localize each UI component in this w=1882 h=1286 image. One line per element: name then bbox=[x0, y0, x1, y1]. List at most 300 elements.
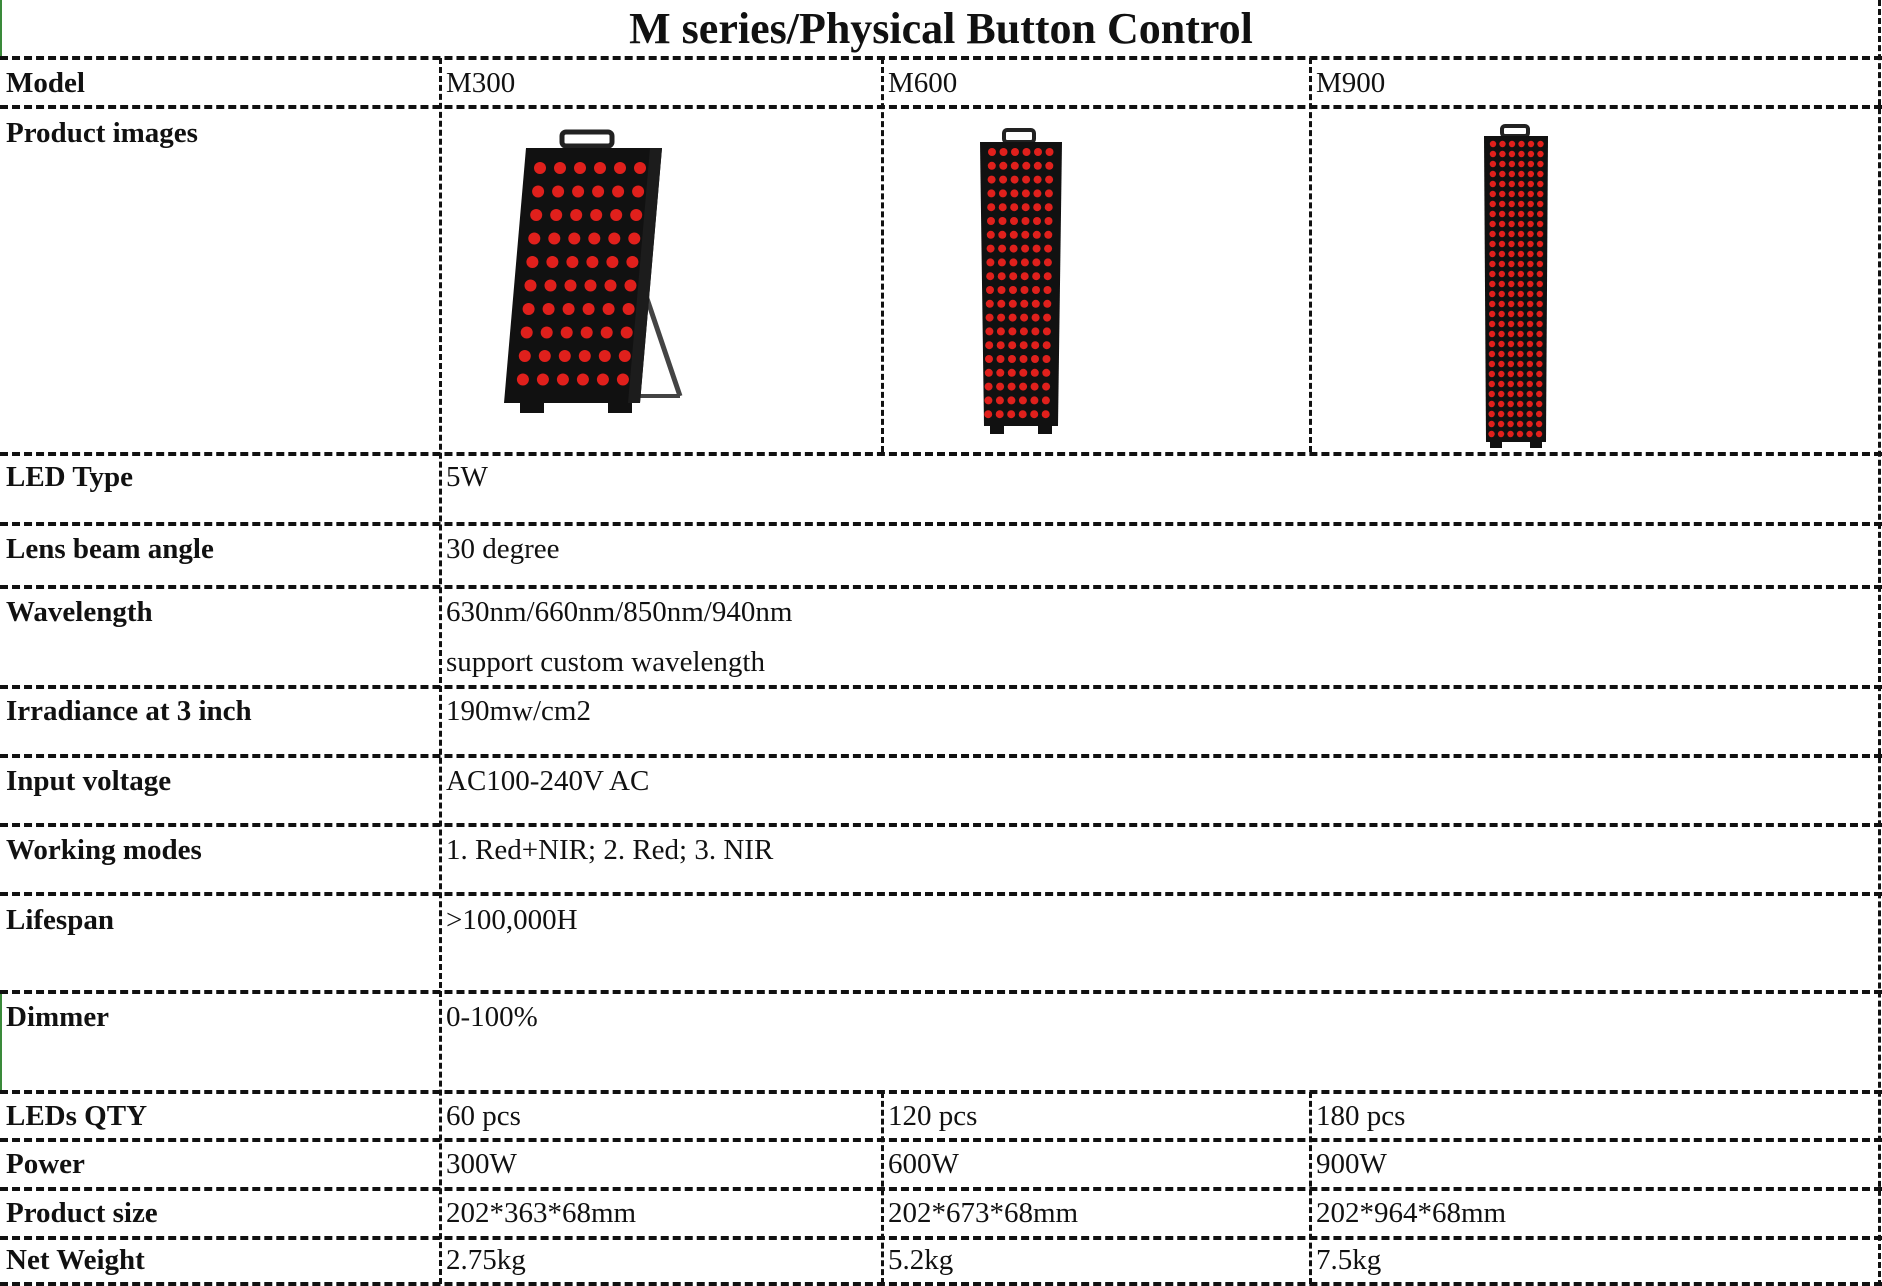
led-dot bbox=[1020, 314, 1028, 322]
led-dot bbox=[1527, 221, 1533, 227]
led-dot bbox=[986, 314, 994, 322]
row-divider bbox=[0, 522, 1882, 526]
led-dot bbox=[1007, 410, 1015, 418]
led-dot bbox=[1537, 201, 1543, 207]
led-dot bbox=[1499, 281, 1505, 287]
led-dot bbox=[626, 256, 638, 268]
led-dot bbox=[1527, 361, 1533, 367]
led-dot bbox=[526, 256, 538, 268]
led-dot bbox=[1033, 245, 1041, 253]
led-dot bbox=[1499, 291, 1505, 297]
led-dot bbox=[621, 327, 633, 339]
led-dot bbox=[1010, 189, 1018, 197]
led-dot bbox=[1008, 383, 1016, 391]
leds-qty-m900: 180 pcs bbox=[1316, 1100, 1406, 1132]
led-dot bbox=[1042, 383, 1050, 391]
led-dot bbox=[1489, 251, 1495, 257]
leds-qty-m300: 60 pcs bbox=[446, 1100, 521, 1132]
led-dot bbox=[1011, 176, 1019, 184]
led-dot bbox=[1518, 171, 1524, 177]
led-dot bbox=[996, 383, 1004, 391]
led-dot bbox=[1019, 410, 1027, 418]
led-dot bbox=[1043, 355, 1051, 363]
led-dot bbox=[1518, 231, 1524, 237]
led-dot bbox=[1007, 396, 1015, 404]
led-dot bbox=[1043, 327, 1051, 335]
led-dot bbox=[1008, 327, 1016, 335]
led-dot bbox=[1528, 171, 1534, 177]
led-dot bbox=[574, 162, 586, 174]
led-dot bbox=[1032, 314, 1040, 322]
weight-m300: 2.75kg bbox=[446, 1244, 526, 1276]
led-dot bbox=[1528, 151, 1534, 157]
led-dot bbox=[525, 280, 537, 292]
led-dot bbox=[987, 217, 995, 225]
led-dot bbox=[1043, 314, 1051, 322]
weight-m900: 7.5kg bbox=[1316, 1244, 1382, 1276]
led-dot bbox=[1043, 341, 1051, 349]
led-dot bbox=[1536, 341, 1542, 347]
led-dot bbox=[1508, 251, 1514, 257]
led-dot bbox=[1499, 141, 1505, 147]
column-divider bbox=[1309, 1092, 1312, 1284]
led-dot bbox=[1537, 171, 1543, 177]
led-dot bbox=[1498, 391, 1504, 397]
led-dot bbox=[1527, 231, 1533, 237]
led-dot bbox=[617, 374, 629, 386]
led-dot bbox=[1507, 421, 1513, 427]
led-dot bbox=[1489, 361, 1495, 367]
led-dot bbox=[1537, 221, 1543, 227]
led-dot bbox=[987, 189, 995, 197]
led-dot bbox=[988, 162, 996, 170]
led-dot bbox=[1537, 241, 1543, 247]
size-m300: 202*363*68mm bbox=[446, 1197, 637, 1229]
led-dot bbox=[1528, 201, 1534, 207]
led-dot bbox=[592, 186, 604, 198]
led-dot bbox=[1489, 291, 1495, 297]
led-dot bbox=[1508, 361, 1514, 367]
led-dot bbox=[1009, 258, 1017, 266]
left-edge-mark bbox=[0, 0, 2, 56]
row-divider bbox=[0, 823, 1882, 827]
led-dot bbox=[1527, 311, 1533, 317]
led-dot bbox=[1044, 286, 1052, 294]
led-dot bbox=[1489, 211, 1495, 217]
led-dot bbox=[1045, 189, 1053, 197]
leds-qty-m600: 120 pcs bbox=[888, 1100, 978, 1132]
led-dot bbox=[985, 341, 993, 349]
led-dot bbox=[519, 350, 531, 362]
led-dot bbox=[612, 186, 624, 198]
led-dot bbox=[1021, 286, 1029, 294]
led-dot bbox=[590, 209, 602, 221]
led-dot bbox=[583, 303, 595, 315]
label-led-type: LED Type bbox=[6, 461, 134, 493]
led-type-value: 5W bbox=[446, 461, 488, 493]
led-dot bbox=[619, 350, 631, 362]
led-dot bbox=[1043, 300, 1051, 308]
led-dot bbox=[1044, 231, 1052, 239]
led-dot bbox=[1498, 331, 1504, 337]
led-dot bbox=[1528, 191, 1534, 197]
led-dot bbox=[1508, 351, 1514, 357]
led-dot bbox=[581, 327, 593, 339]
led-dot bbox=[1009, 300, 1017, 308]
led-dot bbox=[634, 162, 646, 174]
led-dot bbox=[1537, 151, 1543, 157]
led-dot bbox=[1527, 401, 1533, 407]
led-dot bbox=[1517, 351, 1523, 357]
led-dot bbox=[1508, 221, 1514, 227]
led-dot bbox=[608, 233, 620, 245]
led-dot bbox=[999, 176, 1007, 184]
led-dot bbox=[1518, 301, 1524, 307]
led-dot bbox=[1009, 272, 1017, 280]
led-dot bbox=[1526, 421, 1532, 427]
led-dot bbox=[1517, 411, 1523, 417]
led-dot bbox=[614, 162, 626, 174]
label-working-modes: Working modes bbox=[6, 834, 202, 866]
led-dot bbox=[1508, 271, 1514, 277]
led-dot bbox=[1488, 421, 1494, 427]
led-dot bbox=[1499, 271, 1505, 277]
led-dot bbox=[1537, 301, 1543, 307]
led-dot bbox=[1508, 211, 1514, 217]
label-beam-angle: Lens beam angle bbox=[6, 533, 214, 565]
led-dot bbox=[1023, 148, 1031, 156]
led-dot bbox=[1527, 351, 1533, 357]
led-dot bbox=[554, 162, 566, 174]
led-dot bbox=[1042, 369, 1050, 377]
label-leds-qty: LEDs QTY bbox=[6, 1100, 148, 1132]
led-dot bbox=[1019, 383, 1027, 391]
led-dot bbox=[998, 258, 1006, 266]
led-dot bbox=[1022, 203, 1030, 211]
led-dot bbox=[548, 233, 560, 245]
led-dot bbox=[1508, 291, 1514, 297]
led-dot bbox=[1528, 181, 1534, 187]
led-dot bbox=[988, 148, 996, 156]
led-dot bbox=[1527, 381, 1533, 387]
led-dot bbox=[1489, 401, 1495, 407]
led-dot bbox=[534, 162, 546, 174]
led-dot bbox=[1490, 141, 1496, 147]
led-dot bbox=[999, 189, 1007, 197]
led-dot bbox=[1527, 291, 1533, 297]
row-divider bbox=[0, 1282, 1882, 1286]
led-dot bbox=[1518, 261, 1524, 267]
led-dot bbox=[543, 303, 555, 315]
led-dot bbox=[1489, 241, 1495, 247]
led-dot bbox=[539, 350, 551, 362]
led-dot bbox=[1527, 251, 1533, 257]
led-dot bbox=[987, 203, 995, 211]
led-dot bbox=[1517, 401, 1523, 407]
page-title: M series/Physical Button Control bbox=[629, 4, 1253, 53]
led-dot bbox=[1490, 151, 1496, 157]
led-dot bbox=[597, 374, 609, 386]
led-dot bbox=[1518, 181, 1524, 187]
led-dot bbox=[1032, 272, 1040, 280]
led-dot bbox=[1498, 381, 1504, 387]
led-dot bbox=[997, 314, 1005, 322]
led-dot bbox=[1517, 431, 1523, 437]
led-dot bbox=[1498, 401, 1504, 407]
led-dot bbox=[1489, 281, 1495, 287]
led-dot bbox=[1488, 411, 1494, 417]
led-dot bbox=[985, 369, 993, 377]
led-dot bbox=[1489, 391, 1495, 397]
power-m300: 300W bbox=[446, 1148, 517, 1180]
led-dot bbox=[1011, 162, 1019, 170]
led-dot bbox=[1508, 241, 1514, 247]
led-dot bbox=[1489, 381, 1495, 387]
led-dot bbox=[1536, 381, 1542, 387]
led-dot bbox=[605, 280, 617, 292]
led-dot bbox=[1499, 151, 1505, 157]
label-net-weight: Net Weight bbox=[6, 1244, 145, 1276]
label-wavelength: Wavelength bbox=[6, 596, 153, 628]
led-dot bbox=[1021, 231, 1029, 239]
row-divider bbox=[0, 892, 1882, 896]
led-dot bbox=[1527, 331, 1533, 337]
led-dot bbox=[1499, 171, 1505, 177]
led-dot bbox=[545, 280, 557, 292]
led-dot bbox=[987, 245, 995, 253]
led-dot bbox=[1509, 161, 1515, 167]
led-dot bbox=[998, 272, 1006, 280]
led-dot bbox=[1518, 211, 1524, 217]
led-dot bbox=[1498, 421, 1504, 427]
led-dot bbox=[1536, 421, 1542, 427]
led-dot bbox=[1536, 361, 1542, 367]
led-dot bbox=[1033, 217, 1041, 225]
right-border bbox=[1878, 0, 1881, 1286]
label-model: Model bbox=[6, 67, 85, 99]
led-dot bbox=[1517, 371, 1523, 377]
led-dot bbox=[1499, 241, 1505, 247]
led-dot bbox=[1490, 201, 1496, 207]
input-voltage-value: AC100-240V AC bbox=[446, 765, 650, 797]
led-dot bbox=[1021, 258, 1029, 266]
led-dot bbox=[1489, 221, 1495, 227]
led-dot bbox=[1499, 181, 1505, 187]
led-dot bbox=[1508, 301, 1514, 307]
led-dot bbox=[1033, 203, 1041, 211]
led-dot bbox=[517, 374, 529, 386]
led-dot bbox=[1032, 300, 1040, 308]
led-dot bbox=[1526, 431, 1532, 437]
row-divider bbox=[0, 56, 1882, 60]
led-dot bbox=[1537, 161, 1543, 167]
led-dot bbox=[1527, 391, 1533, 397]
led-dot bbox=[1011, 148, 1019, 156]
led-dot bbox=[1517, 361, 1523, 367]
led-dot bbox=[1499, 251, 1505, 257]
led-dot bbox=[1518, 201, 1524, 207]
column-divider bbox=[1309, 58, 1312, 452]
led-dot bbox=[606, 256, 618, 268]
led-dot bbox=[997, 355, 1005, 363]
led-dot bbox=[1508, 391, 1514, 397]
led-dot bbox=[1000, 148, 1008, 156]
led-dot bbox=[610, 209, 622, 221]
model-m600: M600 bbox=[888, 67, 958, 99]
row-divider bbox=[0, 990, 1882, 994]
led-dot bbox=[1022, 176, 1030, 184]
led-dot bbox=[1031, 341, 1039, 349]
led-dot bbox=[1022, 189, 1030, 197]
label-product-size: Product size bbox=[6, 1197, 158, 1229]
led-dot bbox=[565, 280, 577, 292]
led-dot bbox=[1489, 371, 1495, 377]
led-dot bbox=[557, 374, 569, 386]
row-divider bbox=[0, 105, 1882, 109]
wavelength-note: support custom wavelength bbox=[446, 646, 765, 678]
row-divider bbox=[0, 1187, 1882, 1191]
led-dot bbox=[1490, 171, 1496, 177]
led-dot bbox=[1499, 301, 1505, 307]
led-dot bbox=[623, 303, 635, 315]
product-image-m900 bbox=[1476, 124, 1556, 450]
led-dot bbox=[1518, 271, 1524, 277]
led-dot bbox=[1488, 431, 1494, 437]
led-dot bbox=[986, 300, 994, 308]
led-dot bbox=[1022, 217, 1030, 225]
led-dot bbox=[1498, 341, 1504, 347]
led-dot bbox=[1030, 396, 1038, 404]
label-power: Power bbox=[6, 1148, 85, 1180]
led-dot bbox=[1019, 396, 1027, 404]
led-dot bbox=[528, 233, 540, 245]
led-dot bbox=[1537, 141, 1543, 147]
led-dot bbox=[999, 217, 1007, 225]
led-dot bbox=[1489, 301, 1495, 307]
led-dot bbox=[586, 256, 598, 268]
led-dot bbox=[1537, 211, 1543, 217]
led-dot bbox=[588, 233, 600, 245]
led-dot bbox=[625, 280, 637, 292]
led-dot bbox=[1518, 161, 1524, 167]
led-dot bbox=[985, 355, 993, 363]
led-dot bbox=[1009, 286, 1017, 294]
weight-m600: 5.2kg bbox=[888, 1244, 954, 1276]
row-divider bbox=[0, 1236, 1882, 1240]
led-dot bbox=[1045, 176, 1053, 184]
led-dot bbox=[1537, 281, 1543, 287]
led-dot bbox=[1527, 321, 1533, 327]
product-image-m300 bbox=[490, 128, 690, 418]
led-dot bbox=[1527, 371, 1533, 377]
led-dot bbox=[998, 286, 1006, 294]
led-dot bbox=[985, 383, 993, 391]
led-dot bbox=[532, 186, 544, 198]
led-dot bbox=[523, 303, 535, 315]
led-dot bbox=[1499, 261, 1505, 267]
label-input-voltage: Input voltage bbox=[6, 765, 172, 797]
led-dot bbox=[1008, 369, 1016, 377]
led-dot bbox=[1032, 258, 1040, 266]
led-dot bbox=[1517, 421, 1523, 427]
lifespan-value: >100,000H bbox=[446, 904, 578, 936]
led-dot bbox=[984, 396, 992, 404]
row-divider bbox=[0, 1090, 1882, 1094]
led-dot bbox=[1031, 327, 1039, 335]
led-dot bbox=[1022, 162, 1030, 170]
led-dot bbox=[1536, 431, 1542, 437]
led-dot bbox=[1518, 221, 1524, 227]
led-dot bbox=[628, 233, 640, 245]
led-dot bbox=[1508, 231, 1514, 237]
led-dot bbox=[997, 341, 1005, 349]
led-dot bbox=[1034, 162, 1042, 170]
led-dot bbox=[1527, 271, 1533, 277]
led-dot bbox=[1498, 371, 1504, 377]
led-dot bbox=[999, 162, 1007, 170]
label-product-images: Product images bbox=[6, 117, 198, 149]
led-dot bbox=[632, 186, 644, 198]
led-dot bbox=[1509, 181, 1515, 187]
led-dot bbox=[986, 286, 994, 294]
led-dot bbox=[1517, 311, 1523, 317]
led-dot bbox=[1528, 141, 1534, 147]
led-dot bbox=[1536, 411, 1542, 417]
led-dot bbox=[1527, 211, 1533, 217]
led-dot bbox=[552, 186, 564, 198]
led-dot bbox=[1536, 331, 1542, 337]
size-m900: 202*964*68mm bbox=[1316, 1197, 1507, 1229]
led-dot bbox=[1008, 355, 1016, 363]
led-dot bbox=[999, 203, 1007, 211]
row-divider bbox=[0, 452, 1882, 456]
row-divider bbox=[0, 754, 1882, 758]
led-dot bbox=[1536, 391, 1542, 397]
led-dot bbox=[630, 209, 642, 221]
led-dot bbox=[997, 300, 1005, 308]
led-dot bbox=[1019, 369, 1027, 377]
led-dot bbox=[1528, 161, 1534, 167]
led-dot bbox=[1518, 191, 1524, 197]
led-dot bbox=[1020, 341, 1028, 349]
led-dot bbox=[1508, 281, 1514, 287]
led-dot bbox=[1010, 203, 1018, 211]
led-dot bbox=[1046, 148, 1054, 156]
led-dot bbox=[1498, 321, 1504, 327]
led-dot bbox=[1009, 314, 1017, 322]
led-dot bbox=[1489, 331, 1495, 337]
led-dot bbox=[603, 303, 615, 315]
left-edge-mark bbox=[0, 990, 2, 1090]
led-dot bbox=[1537, 181, 1543, 187]
led-dot bbox=[1042, 396, 1050, 404]
power-m900: 900W bbox=[1316, 1148, 1387, 1180]
column-divider bbox=[881, 58, 884, 452]
led-dot bbox=[1030, 410, 1038, 418]
led-dot bbox=[1527, 281, 1533, 287]
led-dot bbox=[572, 186, 584, 198]
led-dot bbox=[1499, 211, 1505, 217]
led-dot bbox=[1499, 231, 1505, 237]
led-dot bbox=[546, 256, 558, 268]
led-dot bbox=[1034, 176, 1042, 184]
led-dot bbox=[998, 231, 1006, 239]
led-dot bbox=[1517, 321, 1523, 327]
led-dot bbox=[1045, 203, 1053, 211]
led-dot bbox=[1527, 341, 1533, 347]
led-dot bbox=[1008, 341, 1016, 349]
led-dot bbox=[1536, 351, 1542, 357]
